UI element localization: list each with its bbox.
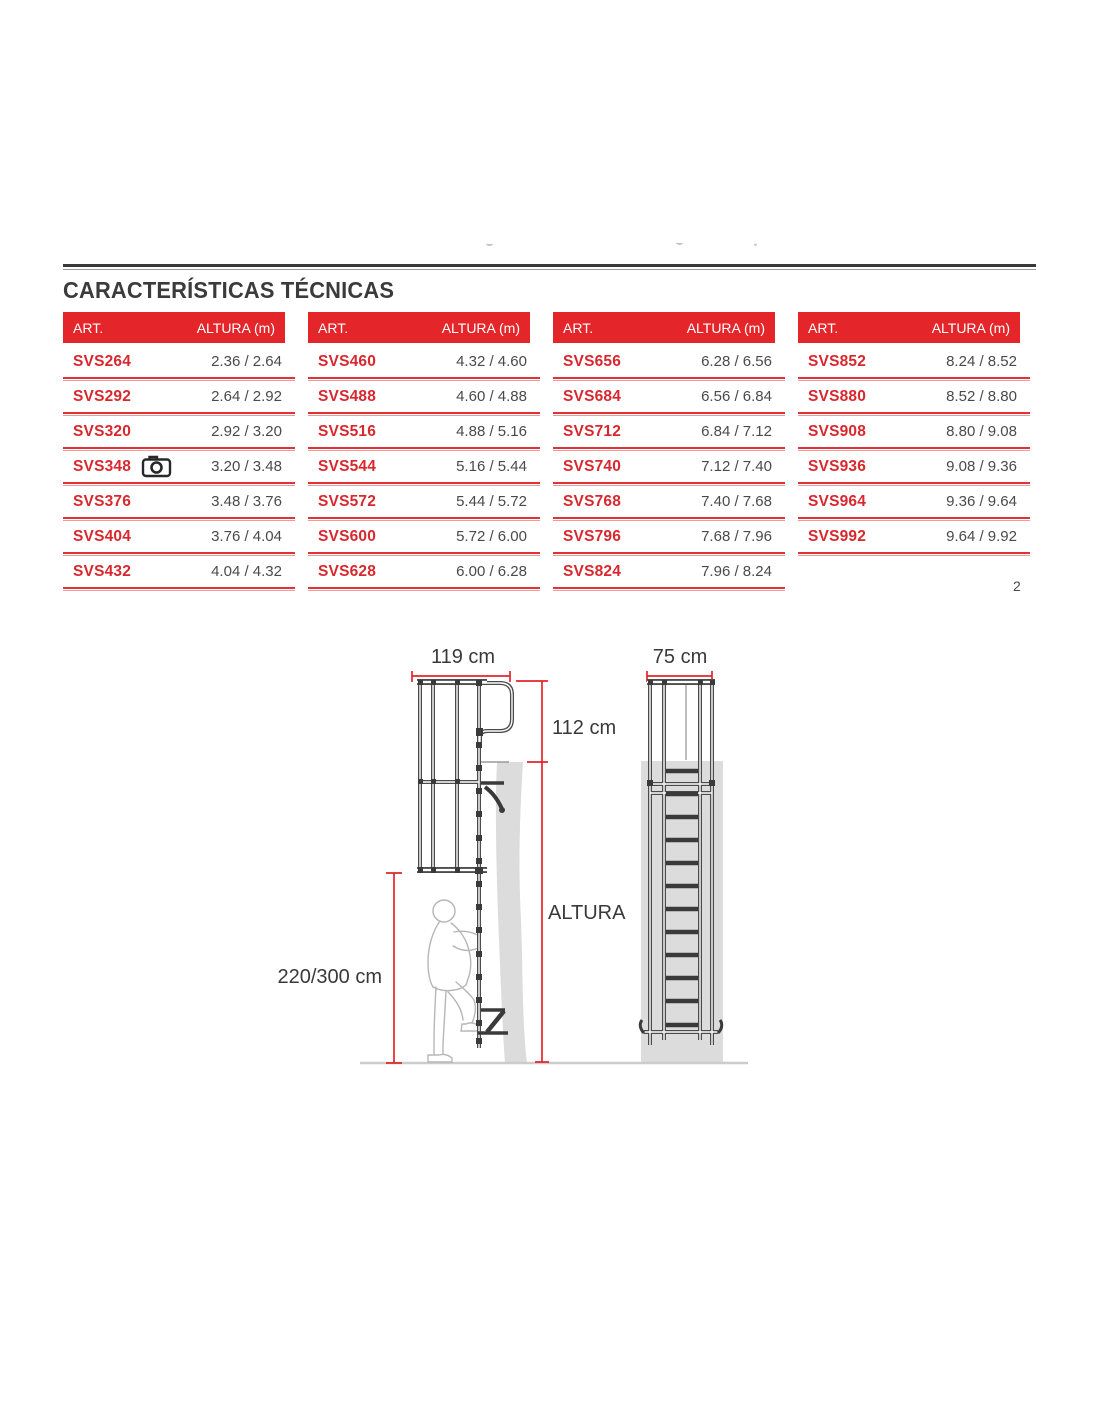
table-row: [553, 416, 785, 451]
altura-value: 4.60 / 4.88: [456, 388, 527, 405]
altura-value: 3.20 / 3.48: [211, 458, 282, 475]
altura-value: 3.48 / 3.76: [211, 493, 282, 510]
article-code: SVS348: [73, 457, 132, 475]
article-code: SVS712: [563, 422, 622, 440]
article-code: SVS488: [318, 387, 377, 405]
table-header-row: [553, 312, 775, 343]
article-cell: [808, 493, 866, 511]
altura-value: 2.64 / 2.92: [211, 388, 282, 405]
article-cell: [73, 563, 131, 581]
table-row: [63, 451, 295, 486]
page-corner-number: 2: [1013, 578, 1021, 594]
article-code: SVS768: [563, 492, 622, 510]
table-row: [798, 381, 1030, 416]
column-header-altura: ALTURA (m): [196, 319, 275, 336]
article-cell: [808, 423, 866, 441]
article-code: SVS936: [808, 457, 867, 475]
article-code: SVS628: [318, 562, 377, 580]
ladder-technical-drawing: [260, 630, 780, 1100]
article-cell: [318, 493, 376, 511]
table-row: [553, 451, 785, 486]
article-cell: [808, 458, 866, 476]
altura-value: 9.64 / 9.92: [946, 528, 1017, 545]
article-cell: [73, 455, 172, 478]
article-cell: [563, 458, 621, 476]
altura-value: 7.12 / 7.40: [701, 458, 772, 475]
altura-value: 2.36 / 2.64: [211, 353, 282, 370]
altura-value: 5.16 / 5.44: [456, 458, 527, 475]
altura-value: 8.52 / 8.80: [946, 388, 1017, 405]
article-cell: [318, 458, 376, 476]
dim-side-width: 119 cm: [430, 646, 496, 668]
table-row: [308, 556, 540, 591]
article-code: SVS460: [318, 352, 377, 370]
article-code: SVS432: [73, 562, 132, 580]
altura-value: 4.04 / 4.32: [211, 563, 282, 580]
dim-front-width: 75 cm: [652, 646, 708, 668]
altura-value: 9.36 / 9.64: [946, 493, 1017, 510]
table-row: [63, 556, 295, 591]
article-code: SVS796: [563, 527, 622, 545]
table-row: [308, 416, 540, 451]
table-row: [63, 521, 295, 556]
altura-value: 4.88 / 5.16: [456, 423, 527, 440]
altura-value: 3.76 / 4.04: [211, 528, 282, 545]
table-row: [798, 346, 1030, 381]
table-row: [798, 416, 1030, 451]
article-code: SVS404: [73, 527, 132, 545]
altura-value: 6.00 / 6.28: [456, 563, 527, 580]
table-row: [798, 486, 1030, 521]
article-code: SVS656: [563, 352, 622, 370]
altura-value: 5.72 / 6.00: [456, 528, 527, 545]
column-header-art: ART.: [563, 319, 594, 336]
article-cell: [808, 528, 866, 546]
table-row: [308, 486, 540, 521]
article-code: SVS264: [73, 352, 132, 370]
altura-value: 8.24 / 8.52: [946, 353, 1017, 370]
table-row: [308, 381, 540, 416]
table-row: [63, 486, 295, 521]
table-header-row: [798, 312, 1020, 343]
article-cell: [73, 493, 131, 511]
article-cell: [563, 493, 621, 511]
article-cell: [318, 528, 376, 546]
article-cell: [318, 388, 376, 406]
column-header-art: ART.: [318, 319, 349, 336]
table-row: [63, 416, 295, 451]
article-code: SVS684: [563, 387, 622, 405]
table-row: [308, 346, 540, 381]
article-cell: [73, 423, 131, 441]
print-artifact: [676, 240, 683, 245]
altura-value: 5.44 / 5.72: [456, 493, 527, 510]
article-cell: [808, 388, 866, 406]
spec-table-2: [308, 312, 540, 591]
top-divider: [63, 264, 1036, 270]
article-cell: [73, 528, 131, 546]
altura-value: 7.40 / 7.68: [701, 493, 772, 510]
spec-table-1: [63, 312, 295, 591]
article-cell: [318, 423, 376, 441]
column-header-art: ART.: [808, 319, 839, 336]
table-row: [63, 346, 295, 381]
table-row: [553, 486, 785, 521]
altura-value: 7.68 / 7.96: [701, 528, 772, 545]
table-row: [553, 346, 785, 381]
column-header-art: ART.: [73, 319, 104, 336]
article-cell: [318, 563, 376, 581]
table-row: [798, 451, 1030, 486]
article-cell: [73, 353, 131, 371]
table-row: [308, 451, 540, 486]
article-code: SVS376: [73, 492, 132, 510]
article-code: SVS852: [808, 352, 867, 370]
altura-value: 8.80 / 9.08: [946, 423, 1017, 440]
article-cell: [318, 353, 376, 371]
altura-value: 2.92 / 3.20: [211, 423, 282, 440]
article-code: SVS320: [73, 422, 132, 440]
spec-table-4: [798, 312, 1030, 591]
column-header-altura: ALTURA (m): [441, 319, 520, 336]
column-header-altura: ALTURA (m): [686, 319, 765, 336]
table-row: [553, 521, 785, 556]
tables-grid: [63, 312, 1030, 591]
page-title: CARACTERÍSTICAS TÉCNICAS: [63, 277, 395, 303]
article-code: SVS292: [73, 387, 132, 405]
article-cell: [808, 353, 866, 371]
altura-value: 4.32 / 4.60: [456, 353, 527, 370]
article-cell: [563, 353, 621, 371]
person-figure: [428, 900, 480, 1062]
article-code: SVS544: [318, 457, 377, 475]
article-code: SVS908: [808, 422, 867, 440]
article-code: SVS516: [318, 422, 377, 440]
table-row: [553, 556, 785, 591]
table-row: [63, 381, 295, 416]
article-cell: [563, 423, 621, 441]
article-code: SVS880: [808, 387, 867, 405]
dim-height-label: ALTURA: [548, 902, 626, 924]
article-cell: [563, 563, 621, 581]
altura-value: 6.56 / 6.84: [701, 388, 772, 405]
column-header-altura: ALTURA (m): [931, 319, 1010, 336]
spec-table-3: [553, 312, 785, 591]
print-artifact: [486, 241, 493, 246]
print-artifact: [754, 241, 757, 246]
altura-value: 6.84 / 7.12: [701, 423, 772, 440]
dim-top-section: 112 cm: [552, 717, 617, 739]
article-code: SVS824: [563, 562, 622, 580]
article-code: SVS964: [808, 492, 867, 510]
altura-value: 7.96 / 8.24: [701, 563, 772, 580]
article-cell: [73, 388, 131, 406]
dim-base-range: 220/300 cm: [277, 966, 382, 988]
altura-value: 9.08 / 9.36: [946, 458, 1017, 475]
article-code: SVS572: [318, 492, 377, 510]
table-row: [553, 381, 785, 416]
altura-value: 6.28 / 6.56: [701, 353, 772, 370]
article-cell: [563, 528, 621, 546]
table-row: [798, 521, 1030, 556]
table-header-row: [63, 312, 285, 343]
article-cell: [563, 388, 621, 406]
table-row: [308, 521, 540, 556]
table-header-row: [308, 312, 530, 343]
camera-icon: [141, 455, 172, 478]
article-code: SVS600: [318, 527, 377, 545]
article-code: SVS740: [563, 457, 622, 475]
article-code: SVS992: [808, 527, 867, 545]
